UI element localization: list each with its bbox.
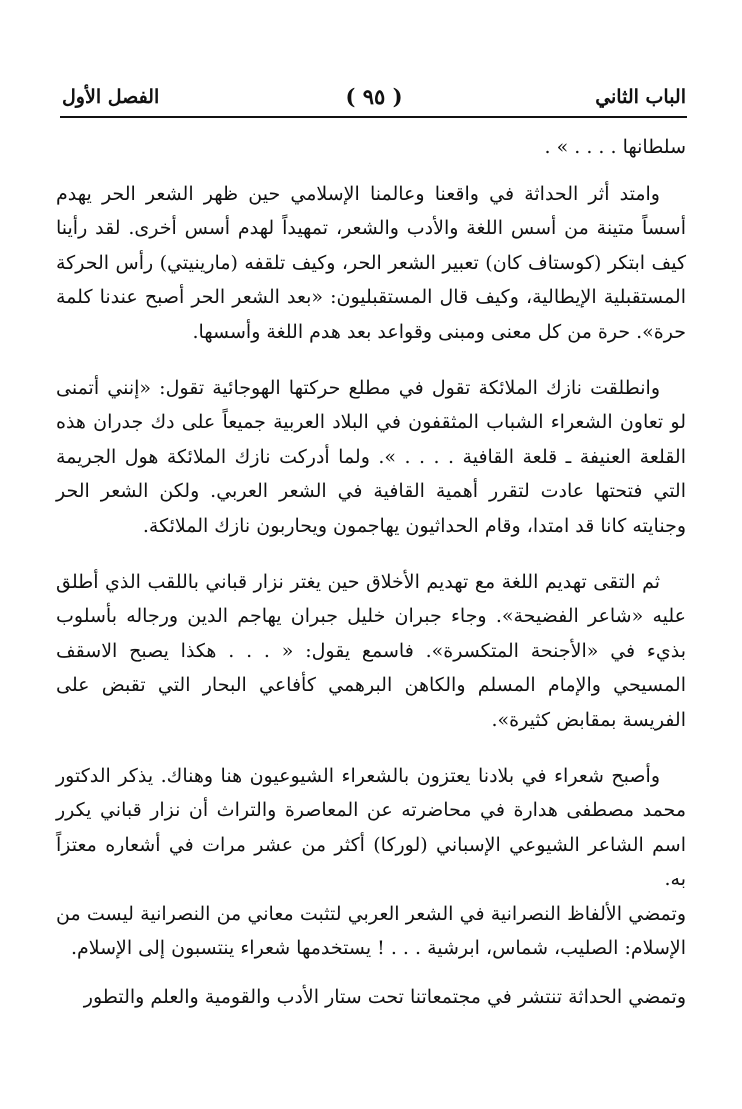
paragraph: ثم التقى تهديم اللغة مع تهديم الأخلاق حين يغتر نزار قباني باللقب الذي أطلق عليه «شاعر الفضيحة». وجاء جبران خليل جبران يهاجم الدين ورجاله بأسلوب بذيء في «الأجنحة المتكسرة». فاسمع يقول: « . . . هكذا يصبح الاسقف المسيحي والإمام المسلم والكاهن البرهمي كأفاعي البحار التي تقبض على الفريسة بمقابض كثيرة». [56,570,686,731]
part-title: الباب الثاني [595,86,686,108]
body-text [56,130,686,1036]
paragraph: وانطلقت نازك الملائكة تقول في مطلع حركتها الهوجائية تقول: «إنني أتمنى لو تعاون الشعراء الشباب المثقفون في البلاد العربية جميعاً على دك جدران هذه القلعة العنيفة ـ قلعة القافية . . . . ». ولما أدركت نازك الملائكة هول الجريمة التي فتحتها عادت لتقرر أهمية القافية في الشعر العربي. ولكن الشعر الحر وجنايته كانا قد امتدا، وقام الحداثيون يهاجمون ويحاربون نازك الملائكة. [56,376,686,537]
running-header [62,86,686,116]
paragraph: وتمضي الألفاظ النصرانية في الشعر العربي لتثبت معاني من النصرانية ليست من الإسلام: الصليب، شماس، ابرشية . . . ! يستخدمها شعراء ينتسبون إلى الإسلام. [56,902,686,960]
header-divider [60,116,687,118]
chapter-title: الفصل الأول [62,86,160,108]
paragraph: وتمضي الحداثة تنتشر في مجتمعاتنا تحت ستار الأدب والقومية والعلم والتطور [83,986,686,1009]
page-number: ( ٩٥ ) [345,84,403,109]
paragraph: سلطانها . . . . » . [544,136,686,158]
paragraph: وأصبح شعراء في بلادنا يعتزون بالشعراء الشيوعيون هنا وهناك. يذكر الدكتور محمد مصطفى هدارة في محاضرته عن المعاصرة والتراث أن نزار قباني يكرر اسم الشاعر الشيوعي الإسباني (لوركا) أكثر من عشر مرات في أشعاره معتزاً به. [56,764,686,891]
paragraph: وامتد أثر الحداثة في واقعنا وعالمنا الإسلامي حين ظهر الشعر الحر يهدم أسساً متينة من أسس اللغة والأدب والشعر، تمهيداً لهدم أسس أخرى. لقد رأينا كيف ابتكر (كوستاف كان) تعبير الشعر الحر، وكيف تلقفه (مارينيتي) رأس الحركة المستقبلية الإيطالية، وكيف قال المستقبليون: «بعد الشعر الحر أصبح عندنا كلمة حرة». حرة من كل معنى ومبنى وقواعد بعد هدم اللغة وأسسها. [56,182,686,343]
